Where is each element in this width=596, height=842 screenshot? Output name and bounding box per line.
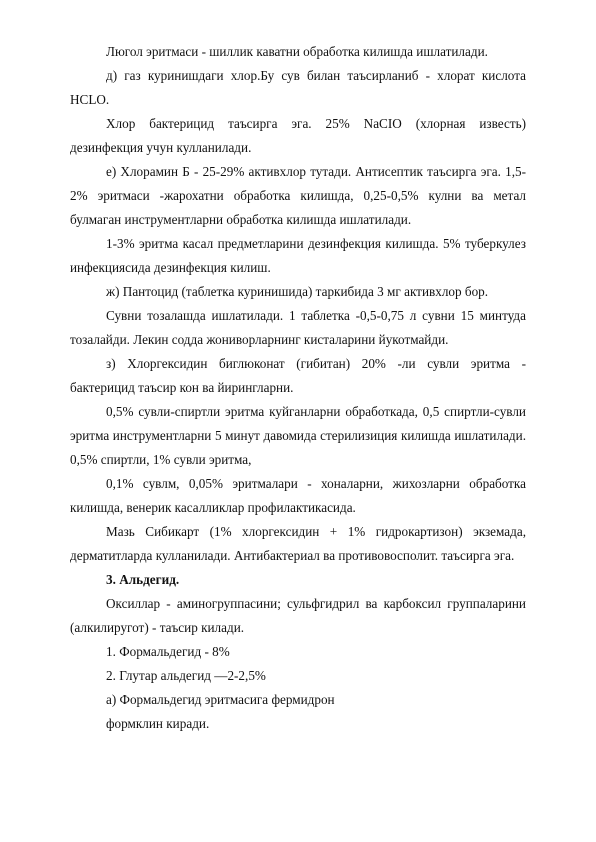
document-page xyxy=(70,40,526,736)
paragraph-water-cleaning: Сувни тозалашда ишлатилади. 1 таблетка -0,5-0,75 л сувни 15 минтуда тозалайди. Лекин содда жониворларнинг кисталарини йукотмайди. xyxy=(70,308,526,347)
paragraph-disinfection-percent: 1-3% эритма касал предметларини дезинфекция килишда. 5% туберкулез инфекциясида дезинфекция килиш. xyxy=(70,236,526,275)
paragraph-proteins: Оксиллар - аминогруппасини; сульфгидрил ва карбоксил группаларини (алкилиругот) - таъсир килади. xyxy=(70,596,526,635)
paragraph-pantocid: ж) Пантоцид (таблетка куринишида) таркибида 3 мг активхлор бор. xyxy=(106,284,489,299)
paragraph-chloramine: е) Хлорамин Б - 25-29% активхлор тутади. Антисептик таъсирга эга. 1,5-2% эритмаси -жарохатни обработка килишда, 0,25-0,5% кулни ва метал булмаган инструментларни обработка килишда ишлатилади. xyxy=(70,164,526,227)
paragraph-room-treatment: 0,1% сувлм, 0,05% эритмалари - хоналарни, жихозларни обработка килишда, венерик касалликлар профилактикасида. xyxy=(70,476,526,515)
paragraph-alcohol-solution: 0,5% сувли-спиртли эритма куйганларни обработкада, 0,5 спиртли-сувли эритма инструментларни 5 минут давомида стерилизиция килишда ишлатилади. 0,5% спиртли, 1% сувли эритма, xyxy=(70,404,526,467)
paragraph-formaldehyde-solution: а) Формальдегид эритмасига фермидрон xyxy=(106,692,335,707)
paragraph-chlorine-gas: д) газ куринишдаги хлор.Бу сув билан таъсирланиб - хлорат кислота HCLO. xyxy=(70,68,526,107)
paragraph-formclin: формклин киради. xyxy=(106,716,210,731)
paragraph-chlorhexidine: з) Хлоргексидин биглюконат (гибитан) 20% -ли сувли эритма - бактерицид таъсир кон ва йирингларни. xyxy=(70,356,526,395)
paragraph-sibicart-ointment: Мазь Сибикарт (1% хлоргексидин + 1% гидрокартизон) экземада, дерматитларда кулланилади. Антибактериал ва противовосполит. таъсирга эга. xyxy=(70,524,526,563)
paragraph-lugol: Люгол эритмаси - шиллик каватни обработка килишда ишлатилади. xyxy=(106,44,488,59)
list-item-glutaraldehyde: 2. Глутар альдегид —2-2,5% xyxy=(106,668,266,683)
paragraph-chlorine-bactericide: Хлор бактерицид таъсирга эга. 25% NaCIO (хлорная известь) дезинфекция учун кулланилади. xyxy=(70,116,526,155)
list-item-formaldehyde: 1. Формальдегид - 8% xyxy=(106,644,230,659)
section-heading-aldehyde: 3. Альдегид. xyxy=(106,572,180,587)
